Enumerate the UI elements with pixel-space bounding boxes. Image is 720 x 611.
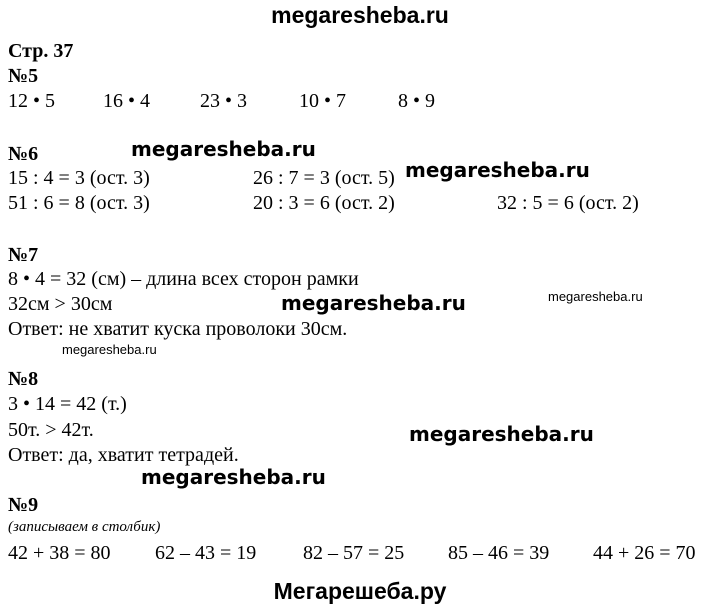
task7-line1: 8 • 4 = 32 (см) – длина всех сторон рамки xyxy=(8,268,359,290)
task9-item: 85 – 46 = 39 xyxy=(448,542,550,564)
task7-answer: Ответ: не хватит куска проволоки 30см. xyxy=(8,318,348,340)
page-reference: Стр. 37 xyxy=(8,40,74,62)
task7-title: №7 xyxy=(8,244,39,266)
task6-title: №6 xyxy=(8,143,39,165)
task8-line1: 3 • 14 = 42 (т.) xyxy=(8,393,127,415)
task9-item: 82 – 57 = 25 xyxy=(303,542,405,564)
task5-item: 23 • 3 xyxy=(200,90,248,112)
watermark: megaresheba.ru xyxy=(141,465,326,489)
task5-item: 16 • 4 xyxy=(103,90,151,112)
watermark-small: megaresheba.ru xyxy=(548,289,643,304)
task7-line2: 32см > 30см xyxy=(8,293,113,315)
task6-item: 20 : 3 = 6 (ост. 2) xyxy=(253,192,395,214)
task9-item: 42 + 38 = 80 xyxy=(8,542,111,564)
task5-item: 12 • 5 xyxy=(8,90,56,112)
task5-item: 10 • 7 xyxy=(299,90,347,112)
task5-title: №5 xyxy=(8,65,39,87)
task9-item: 44 + 26 = 70 xyxy=(593,542,696,564)
task9-title: №9 xyxy=(8,494,39,516)
task6-item: 51 : 6 = 8 (ост. 3) xyxy=(8,192,150,214)
task9-note: (записываем в столбик) xyxy=(8,519,161,535)
task6-item: 32 : 5 = 6 (ост. 2) xyxy=(497,192,639,214)
task8-answer: Ответ: да, хватит тетрадей. xyxy=(8,444,239,466)
task9-item: 62 – 43 = 19 xyxy=(155,542,257,564)
watermark: megaresheba.ru xyxy=(409,422,594,446)
task8-title: №8 xyxy=(8,368,39,390)
task6-item: 26 : 7 = 3 (ост. 5) xyxy=(253,167,395,189)
watermark: megaresheba.ru xyxy=(131,137,316,161)
task5-item: 8 • 9 xyxy=(398,90,436,112)
task8-line2: 50т. > 42т. xyxy=(8,419,94,441)
watermark-small: megaresheba.ru xyxy=(62,342,157,357)
header-watermark: megaresheba.ru xyxy=(271,2,449,28)
footer-watermark: Мегарешеба.ру xyxy=(273,578,447,604)
watermark: megaresheba.ru xyxy=(405,158,590,182)
watermark: megaresheba.ru xyxy=(281,291,466,315)
task6-item: 15 : 4 = 3 (ост. 3) xyxy=(8,167,150,189)
